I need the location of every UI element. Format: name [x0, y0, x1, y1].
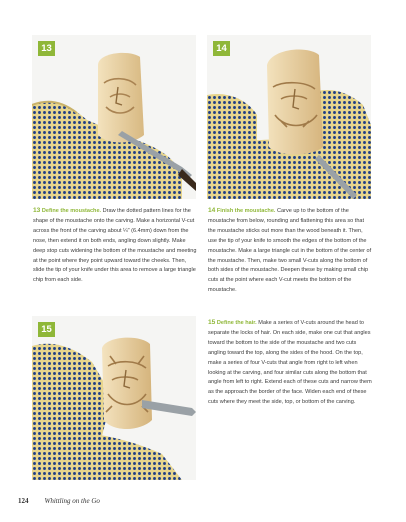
step-14-text: [208, 206, 373, 296]
step-15-heading: Define the hair.: [216, 320, 257, 326]
carving-photo-13: [32, 35, 196, 199]
step-13-heading: Define the moustache.: [41, 208, 102, 214]
carving-photo-15: [32, 316, 196, 480]
step-13-text: [33, 206, 198, 286]
carving-photo-14: [207, 35, 371, 199]
photo-step-15: [32, 316, 196, 480]
step-15-number: 15: [208, 319, 216, 326]
photo-step-14: [207, 35, 371, 199]
step-14-body: Carve up to the bottom of the moustache from below, rounding and flattening this area so that the moustache sticks out more than the wood beneath it. Then, use the tip of your knife to smooth the edges of the bottom of the moustache. Make a large triangle cut in the bottom of the center of the moustache. Then, make two small V-cuts along the bottom of both sides of the moustache. Deepen these by making small chip cuts at the point where each V-cut meets the bottom of the moustache.: [208, 208, 372, 294]
step-badge-14: 14: [213, 41, 230, 56]
step-badge-13: 13: [38, 41, 55, 56]
step-14-heading: Finish the moustache.: [216, 208, 276, 214]
step-14-number: 14: [208, 207, 216, 214]
page-footer: [18, 497, 100, 505]
step-13-body: Draw the dotted pattern lines for the shape of the moustache onto the carving. Make a horizontal V-cut across the front of the carving about ¼" (6.4mm) down from the nose, then extend it on both ends, angling down slightly. Make deep stop cuts widening the bottom of the moustache and meeting at the point where they point upward toward the cheeks. Then, slide the tip of your knife under this area to remove a large triangle chip from each side.: [33, 208, 197, 284]
step-15-body: Make a series of V-cuts around the head to separate the locks of hair. On each side, make one cut that angles toward the bottom to the side of the moustache and two cuts angling toward the top, along the sides of the hood. On the top, make a series of four V-cuts that angle from right to left when looking at the carving, and four similar cuts along the bottom that angle from left to right. Extend each of these cuts and narrow them as the approach the border of the face. Widen each end of these cuts where they meet the side, top, or bottom of the carving.: [208, 320, 372, 406]
step-15-text: [208, 318, 373, 408]
step-13-number: 13: [33, 207, 41, 214]
page-number: 124: [18, 497, 29, 505]
book-title: Whittling on the Go: [44, 497, 100, 505]
photo-step-13: [32, 35, 196, 199]
step-badge-15: 15: [38, 322, 55, 337]
